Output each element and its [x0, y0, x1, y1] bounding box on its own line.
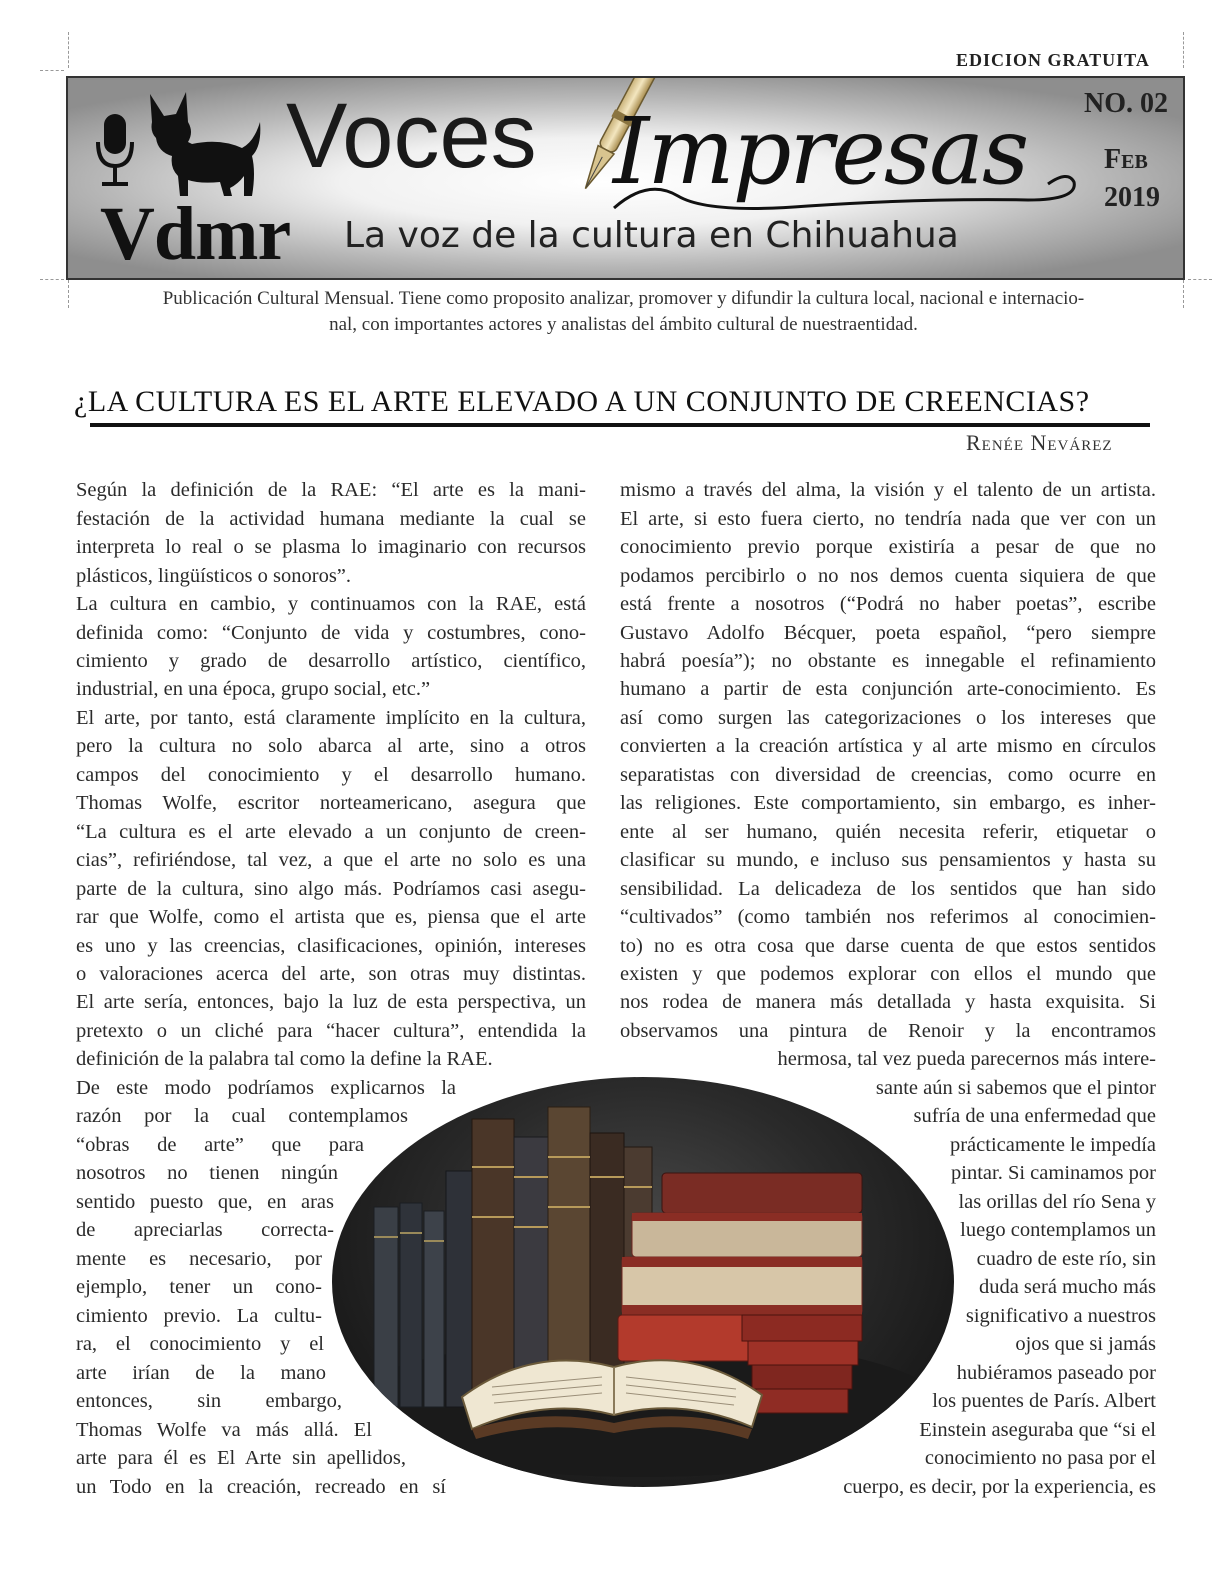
article-author: Renée Nevárez — [966, 430, 1113, 455]
col1-line: interpreta lo real o se plasma lo imaginario con recursos — [76, 536, 586, 558]
col2-line: to) no es otra cosa que darse cuenta de que estos sentidos — [620, 935, 1156, 957]
col2-line: las orillas del río Sena y — [958, 1191, 1156, 1213]
col2-line: observamos una pintura de Renoir y la encontramos — [620, 1020, 1156, 1042]
col2-line: cuadro de este río, sin — [976, 1248, 1156, 1270]
masthead-tagline: La voz de la cultura en Chihuahua — [344, 215, 959, 256]
col1-line: pero la cultura no solo abarca al arte, sino a otros — [76, 735, 586, 757]
col1-line: arte para él es El Arte sin apellidos, — [76, 1447, 406, 1469]
col2-line: prácticamente le impedía — [949, 1134, 1156, 1156]
col1-line: El arte sería, entonces, bajo la luz de esta perspectiva, un — [76, 991, 586, 1013]
col2-line: sante aún si sabemos que el pintor — [875, 1077, 1156, 1099]
masthead-title-impresas: Impresas — [613, 98, 1028, 205]
col2-line: los puentes de París. Albert — [932, 1390, 1156, 1412]
col2-line: ojos que si jamás — [1015, 1333, 1156, 1355]
crop-mark — [1188, 279, 1212, 280]
col1-line: De este modo podríamos explicarnos la — [76, 1077, 456, 1099]
article-headline: ¿LA CULTURA ES EL ARTE ELEVADO A UN CONJUNTO DE CREENCIAS? — [74, 385, 1090, 418]
issue-number: NO. 02 — [1084, 88, 1168, 119]
col1-line: “La cultura es el arte elevado a un conjunto de creen- — [76, 821, 586, 843]
publication-intro — [66, 286, 1181, 338]
col1-line: El arte, por tanto, está claramente implícito en la cultura, — [76, 707, 586, 729]
col1-line: campos del conocimiento y el desarrollo humano. — [76, 764, 586, 786]
col2-line: “cultivados” (como también nos referimos al conocimien- — [620, 906, 1156, 928]
col1-line: nosotros no tienen ningún — [76, 1162, 338, 1184]
col2-line: las religiones. Este comportamiento, sin embargo, es inher- — [620, 792, 1156, 814]
col1-line: entonces, sin embargo, — [76, 1390, 342, 1412]
col2-line: El arte, si esto fuera cierto, no tendría nada que ver con un — [620, 508, 1156, 530]
col2-line: hermosa, tal vez pueda parecernos más intere- — [777, 1048, 1156, 1070]
col1-line: rar que Wolfe, como el artista que es, piensa que el arte — [76, 906, 586, 928]
col2-line: así como surgen las categorizaciones o los intereses que — [620, 707, 1156, 729]
col1-line: es uno y las creencias, clasificaciones, opinión, intereses — [76, 935, 586, 957]
col1-line: definición de la palabra tal como la define la RAE. — [76, 1048, 493, 1070]
col1-line: o valoraciones acerca del arte, son otras muy distintas. — [76, 963, 586, 985]
col1-line: definida como: “Conjunto de vida y costumbres, cono- — [76, 622, 586, 644]
col2-line: sufría de una enfermedad que — [913, 1105, 1156, 1127]
logo-text: Vdmr — [100, 192, 291, 276]
col2-line: nos rodea de manera más detallada y hasta exquisita. Si — [620, 991, 1156, 1013]
col2-line: duda será mucho más — [978, 1276, 1156, 1298]
col1-line: “obras de arte” que para — [76, 1134, 364, 1156]
col2-line: pintar. Si caminamos por — [951, 1162, 1156, 1184]
col2-line: Gustavo Adolfo Bécquer, poeta español, “pero siempre — [620, 622, 1156, 644]
col2-line: separatistas con diversidad de creencias, como ocurre en — [620, 764, 1156, 786]
edition-label: EDICION GRATUITA — [956, 50, 1150, 70]
crop-mark — [1183, 32, 1184, 68]
col2-line: luego contemplamos un — [960, 1219, 1156, 1241]
col1-line: pretexto o un cliché para “hacer cultura”, entendida la — [76, 1020, 586, 1042]
crop-mark — [40, 70, 64, 71]
col1-line: Thomas Wolfe, escritor norteamericano, asegura que — [76, 792, 586, 814]
col2-line: conocimiento no pasa por el — [924, 1447, 1156, 1469]
col1-line: festación de la actividad humana mediante la cual se — [76, 508, 586, 530]
col2-line: cuerpo, es decir, por la experiencia, es — [843, 1476, 1156, 1498]
col1-line: cimiento previo. La cultu- — [76, 1305, 322, 1327]
col2-line: podamos percibirlo o no nos demos cuenta siquiera de que — [620, 565, 1156, 587]
col1-line: mente es necesario, por — [76, 1248, 322, 1270]
col1-line: industrial, en una época, grupo social, etc.” — [76, 678, 431, 700]
intro-line: Publicación Cultural Mensual. Tiene como proposito analizar, promover y difundir la cultura local, nacional e internacio- — [162, 288, 1085, 309]
col2-line: hubiéramos paseado por — [956, 1362, 1156, 1384]
col2-line: está frente a nosotros (“Podrá no haber poetas”, escribe — [620, 593, 1156, 615]
col1-line: arte irían de la mano — [76, 1362, 326, 1384]
col1-line: parte de la cultura, sino algo más. Podríamos casi asegu- — [76, 878, 586, 900]
intro-line: nal, con importantes actores y analistas del ámbito cultural de nuestraentidad. — [329, 314, 918, 335]
col1-line: La cultura en cambio, y continuamos con la RAE, está — [76, 593, 586, 615]
issue-year: 2019 — [1104, 182, 1160, 213]
col1-line: sentido puesto que, en aras — [76, 1191, 334, 1213]
masthead-banner — [66, 76, 1185, 280]
col1-line: razón por la cual contemplamos — [76, 1105, 408, 1127]
col1-line: Según la definición de la RAE: “El arte es la mani- — [76, 479, 586, 501]
col1-line: cias”, refiriéndose, tal vez, a que el arte no solo es una — [76, 849, 586, 871]
col1-line: ejemplo, tener un cono- — [76, 1276, 322, 1298]
signature-swash — [608, 168, 1088, 218]
col2-line: mismo a través del alma, la visión y el talento de un artista. — [620, 479, 1156, 501]
crop-mark — [68, 32, 69, 68]
col2-line: existen y que podemos explorar con ellos el mundo que — [620, 963, 1156, 985]
col2-line: clasificar su mundo, e incluso sus pensamientos y hasta su — [620, 849, 1156, 871]
col2-line: Einstein aseguraba que “si el — [919, 1419, 1156, 1441]
col2-line: convierten a la creación artística y al arte mismo en círculos — [620, 735, 1156, 757]
microphone-dog-logo-icon — [92, 92, 272, 204]
masthead-title-voces: Voces — [286, 85, 537, 187]
col2-line: significativo a nuestros — [965, 1305, 1156, 1327]
col2-line: habrá poesía”); no obstante es innegable el refinamiento — [620, 650, 1156, 672]
col2-line: ente al ser humano, quién necesita referir, etiquetar o — [620, 821, 1156, 843]
col2-line: conocimiento previo porque existiría a pesar de que no — [620, 536, 1156, 558]
col1-line: ra, el conocimiento y el — [76, 1333, 324, 1355]
crop-mark — [1183, 280, 1184, 308]
col1-line: Thomas Wolfe va más allá. El — [76, 1419, 372, 1441]
issue-month: Feb — [1104, 144, 1148, 175]
col1-line: plásticos, lingüísticos o sonoros”. — [76, 565, 352, 587]
crop-mark — [40, 279, 64, 280]
col1-line: un Todo en la creación, recreado en sí — [76, 1476, 446, 1498]
col2-line: sensibilidad. La delicadeza de los sentidos que han sido — [620, 878, 1156, 900]
col1-line: cimiento y grado de desarrollo artístico, científico, — [76, 650, 586, 672]
headline-underline — [90, 423, 1150, 427]
col2-line: humano a partir de esta conjunción arte-conocimiento. Es — [620, 678, 1156, 700]
col1-line: de apreciarlas correcta- — [76, 1219, 334, 1241]
